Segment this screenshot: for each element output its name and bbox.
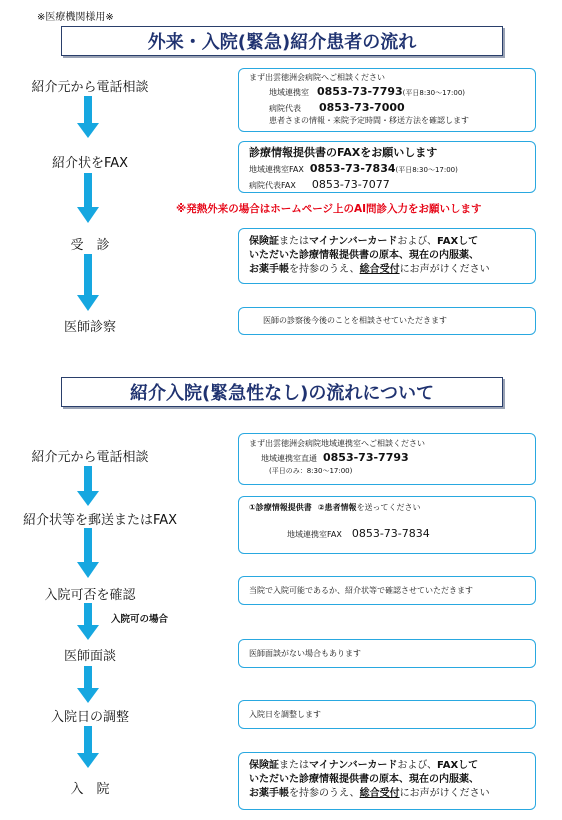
s1-box2-label-fax: 地域連携室FAX [249, 164, 304, 174]
s1-box1-tel-renkei: 0853-73-7793 [317, 84, 403, 98]
s2-schedule-info-box [238, 700, 536, 729]
s1-fax-info-box [238, 141, 536, 193]
s1-box3-line2: いただいた診療情報提供書の原本、現在の内服薬、 [249, 250, 479, 261]
s2-box6-line2: いただいた診療情報提供書の原本、現在の内服薬、 [249, 774, 479, 785]
s2-box6-reception: 総合受付 [359, 788, 400, 799]
s2-box2-tel: 0853-73-7834 [351, 526, 430, 540]
s1-box2-label-mainfax: 病院代表FAX [249, 180, 296, 190]
s2-box1-tel: 0853-73-7793 [323, 450, 409, 464]
section2-title: 紹介入院(緊急性なし)の流れについて [61, 377, 503, 407]
s1-box1-line1: まず出雲徳洲会病院へご相談ください [249, 73, 385, 82]
s1-exam-info-box [238, 307, 536, 335]
s1-box3-reception: 総合受付 [359, 264, 400, 275]
s1-visit-info-box [238, 228, 536, 284]
s1-box1-label-main: 病院代表 [269, 103, 301, 113]
s1-box3-end: にお声がけください [399, 264, 490, 275]
fever-clinic-alert: ※発熱外来の場合はホームページ上のAI問診入力をお願いします [176, 203, 482, 215]
s2-box1-label: 地域連携室直通 [261, 453, 317, 463]
s2-box1-hours: (平日のみ：8:30～17:00) [269, 466, 353, 475]
s1-box2-tel-mainfax: 0853-73-7077 [311, 177, 390, 191]
s2-box3-text: 当院で入院可能であるか、紹介状等で確認させていただきます [249, 585, 473, 595]
s1-phone-info-box [238, 68, 536, 132]
s2-arrow-4 [77, 666, 99, 703]
s2-arrow-5 [77, 726, 99, 768]
s1-arrow-2 [77, 173, 99, 223]
s2-box6-bring: を持参のうえ、 [289, 788, 360, 799]
s2-confirm-info-box [238, 576, 536, 605]
s1-box2-hours: (平日8:30～17:00) [395, 165, 458, 174]
s1-step-fax: 紹介状をFAX [51, 156, 129, 171]
s1-box3-bring: を持参のうえ、 [289, 264, 360, 275]
s2-box2-patientinfo: ②患者情報 [317, 503, 357, 512]
s1-box4-text: 医師の診察後今後のことを相談させていただきます [263, 316, 447, 326]
s2-arrow-3 [77, 603, 99, 640]
s2-box2-referral: ①診療情報提供書 [249, 503, 312, 512]
s1-box3-or: または [279, 236, 309, 247]
s2-box6-insurance: 保険証 [249, 760, 279, 771]
s2-box2-label: 地域連携室FAX [287, 529, 342, 539]
s2-box6-or: または [279, 760, 309, 771]
s2-mail-info-box [238, 496, 536, 554]
s1-box1-line4: 患者さまの情報・来院予定時間・移送方法を確認します [269, 116, 469, 126]
s1-step-exam: 医師診察 [63, 320, 116, 335]
s2-arrow-2 [77, 528, 99, 578]
s2-admission-ok-note: 入院可の場合 [111, 614, 169, 625]
s1-box3-medbook: お薬手帳 [249, 264, 289, 275]
s2-step-confirm: 入院可否を確認 [44, 588, 136, 603]
s1-box3-fax: FAXして [437, 236, 479, 247]
s2-box4-text: 医師面談がない場合もあります [249, 648, 361, 658]
s1-step-phone: 紹介元から電話相談 [31, 80, 149, 95]
s1-box2-tel-fax: 0853-73-7834 [309, 161, 396, 175]
s2-box6-mynumber: マイナンバーカード [309, 760, 398, 771]
s2-admission-info-box [238, 752, 536, 810]
s2-interview-info-box [238, 639, 536, 668]
s1-step-visit: 受 診 [70, 238, 110, 253]
s2-box6-and: および、 [397, 760, 438, 771]
s1-box3-mynumber: マイナンバーカード [309, 236, 398, 247]
s2-box5-text: 入院日を調整します [249, 709, 321, 719]
s2-arrow-1 [77, 466, 99, 506]
s1-box1-hours: (平日8:30～17:00) [402, 88, 466, 97]
s1-box1-tel-main: 0853-73-7000 [319, 100, 405, 114]
s2-box6-fax: FAXして [437, 760, 479, 771]
s1-box2-heading: 診療情報提供書のFAXをお願いします [249, 146, 438, 159]
s2-step-phone: 紹介元から電話相談 [31, 450, 149, 465]
s2-phone-info-box [238, 433, 536, 485]
s2-box1-line1: まず出雲徳洲会病院地域連携室へご相談ください [249, 439, 425, 448]
s1-box3-insurance: 保険証 [249, 236, 279, 247]
s2-step-interview: 医師面談 [63, 649, 116, 664]
s2-step-schedule: 入院日の調整 [50, 710, 129, 725]
s2-step-admission: 入 院 [70, 782, 110, 797]
s1-arrow-1 [77, 96, 99, 138]
s2-box6-medbook: お薬手帳 [249, 788, 289, 799]
audience-note: ※医療機関様用※ [37, 12, 114, 23]
s1-arrow-3 [77, 254, 99, 311]
s1-box3-and: および、 [397, 236, 438, 247]
s2-step-mail-fax: 紹介状等を郵送またはFAX [22, 513, 178, 528]
s2-box2-send: を送ってください [356, 503, 421, 512]
s2-box6-end: にお声がけください [399, 788, 490, 799]
s1-box1-label-renkei: 地域連携室 [269, 87, 309, 97]
section1-title: 外来・入院(緊急)紹介患者の流れ [61, 26, 503, 56]
